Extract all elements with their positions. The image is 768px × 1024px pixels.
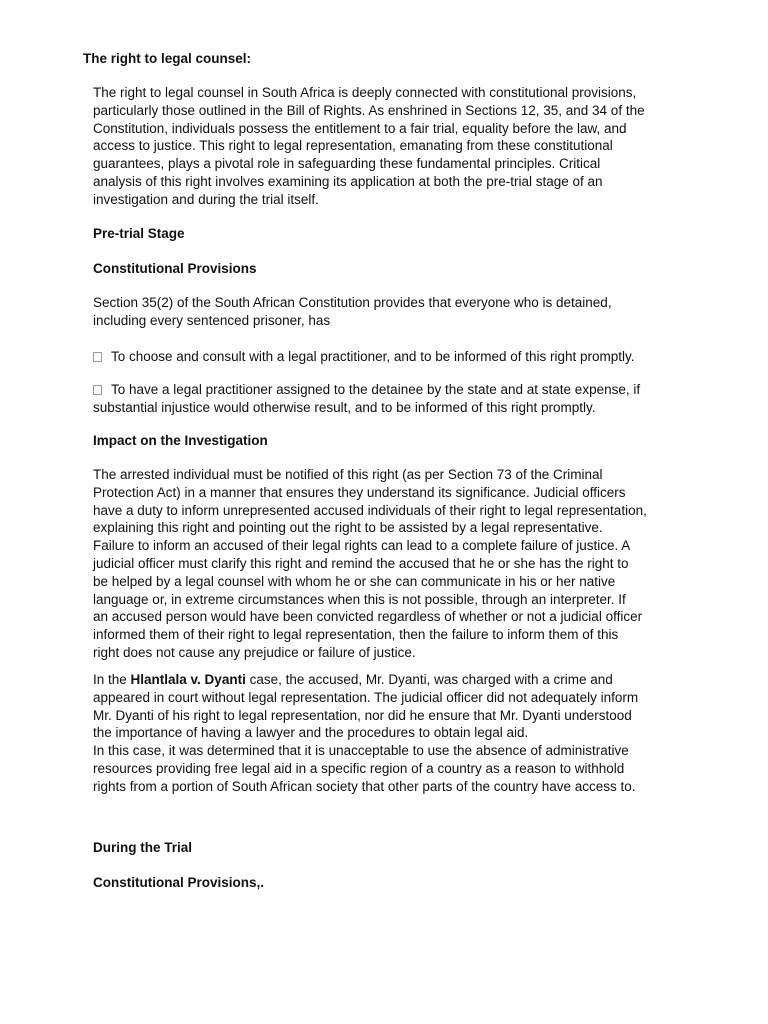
bullet-item <box>93 381 693 417</box>
text-line: right does not cause any prejudice or failure of justice. <box>93 644 416 660</box>
text-line: the importance of having a lawyer and the procedures to obtain legal aid. <box>93 725 529 741</box>
impact-heading: Impact on the Investigation <box>93 433 268 448</box>
text-line: Constitution, individuals possess the entitlement to a fair trial, equality before the law, and <box>93 120 627 136</box>
text-line: investigation and during the trial itself. <box>93 191 319 207</box>
text-line: explaining this right and pointing out the right to be assisted by a legal representative. <box>93 520 603 536</box>
text-line: In this case, it was determined that it is unacceptable to use the absence of administrative <box>93 743 629 759</box>
text-line: Failure to inform an accused of their legal rights can lead to a complete failure of justice. A <box>93 538 631 554</box>
bullet-box-icon <box>93 352 102 362</box>
text-line: appeared in court without legal representation. The judicial officer did not adequately inform <box>93 689 639 705</box>
text-line: Mr. Dyanti of his right to legal representation, nor did he ensure that Mr. Dyanti understood <box>93 707 632 723</box>
text-line: guarantees, plays a pivotal role in safeguarding these fundamental principles. Critical <box>93 156 601 172</box>
bullet-item <box>93 348 693 366</box>
text-line: language or, in extreme circumstances when this is not possible, through an interpreter. If <box>93 591 626 607</box>
text-line: have a duty to inform unrepresented accused individuals of their right to legal representation, <box>93 502 647 518</box>
bullet-text: To choose and consult with a legal practitioner, and to be informed of this right promptly. <box>111 349 635 364</box>
bullet-text: To have a legal practitioner assigned to the detainee by the state and at state expense, if <box>111 382 641 397</box>
text-line: The arrested individual must be notified of this right (as per Section 73 of the Criminal <box>93 467 603 482</box>
bullet-text: substantial injustice would otherwise result, and to be informed of this right promptly. <box>93 399 596 415</box>
text-line: access to justice. This right to legal representation, emanating from these constitutional <box>93 138 613 154</box>
pretrial-heading: Pre-trial Stage <box>93 226 185 241</box>
case-intro-prefix: In the <box>93 672 131 687</box>
text-line: analysis of this right involves examining its application at both the pre-trial stage of an <box>93 173 603 189</box>
case-name: Hlantlala v. Dyanti <box>130 672 246 687</box>
trial-heading: During the Trial <box>93 840 193 855</box>
text-line: informed them of their right to legal representation, then the failure to inform them of this <box>93 627 619 643</box>
text-line: Protection Act) in a manner that ensures they understand its significance. Judicial officers <box>93 484 626 500</box>
case-paragraph <box>93 671 693 796</box>
impact-paragraph <box>93 466 693 662</box>
text-line: Section 35(2) of the South African Constitution provides that everyone who is detained, <box>93 295 612 310</box>
constitutional-provisions-heading: Constitutional Provisions <box>93 261 257 276</box>
case-intro-suffix: case, the accused, Mr. Dyanti, was charged with a crime and <box>245 672 613 687</box>
section35-paragraph <box>93 294 693 330</box>
text-line: an accused person would have been convicted regardless of whether or not a judicial officer <box>93 609 643 625</box>
text-line: resources providing free legal aid in a specific region of a country as a reason to withhold <box>93 760 625 776</box>
text-line: The right to legal counsel in South Africa is deeply connected with constitutional provisions, <box>93 85 637 100</box>
text-line: including every sentenced prisoner, has <box>93 312 331 328</box>
text-line: be helped by a legal counsel with whom he or she can communicate in his or her native <box>93 573 616 589</box>
trial-constitutional-provisions-heading: Constitutional Provisions,. <box>93 875 265 890</box>
text-line: rights from a portion of South African society that other parts of the country have access to. <box>93 778 636 794</box>
bullet-box-icon <box>93 385 102 395</box>
intro-paragraph <box>93 84 693 209</box>
text-line: judicial officer must clarify this right and remind the accused that he or she has the right to <box>93 555 629 571</box>
document-title: The right to legal counsel: <box>83 51 252 66</box>
text-line: particularly those outlined in the Bill of Rights. As enshrined in Sections 12, 35, and 34 of the <box>93 102 645 118</box>
